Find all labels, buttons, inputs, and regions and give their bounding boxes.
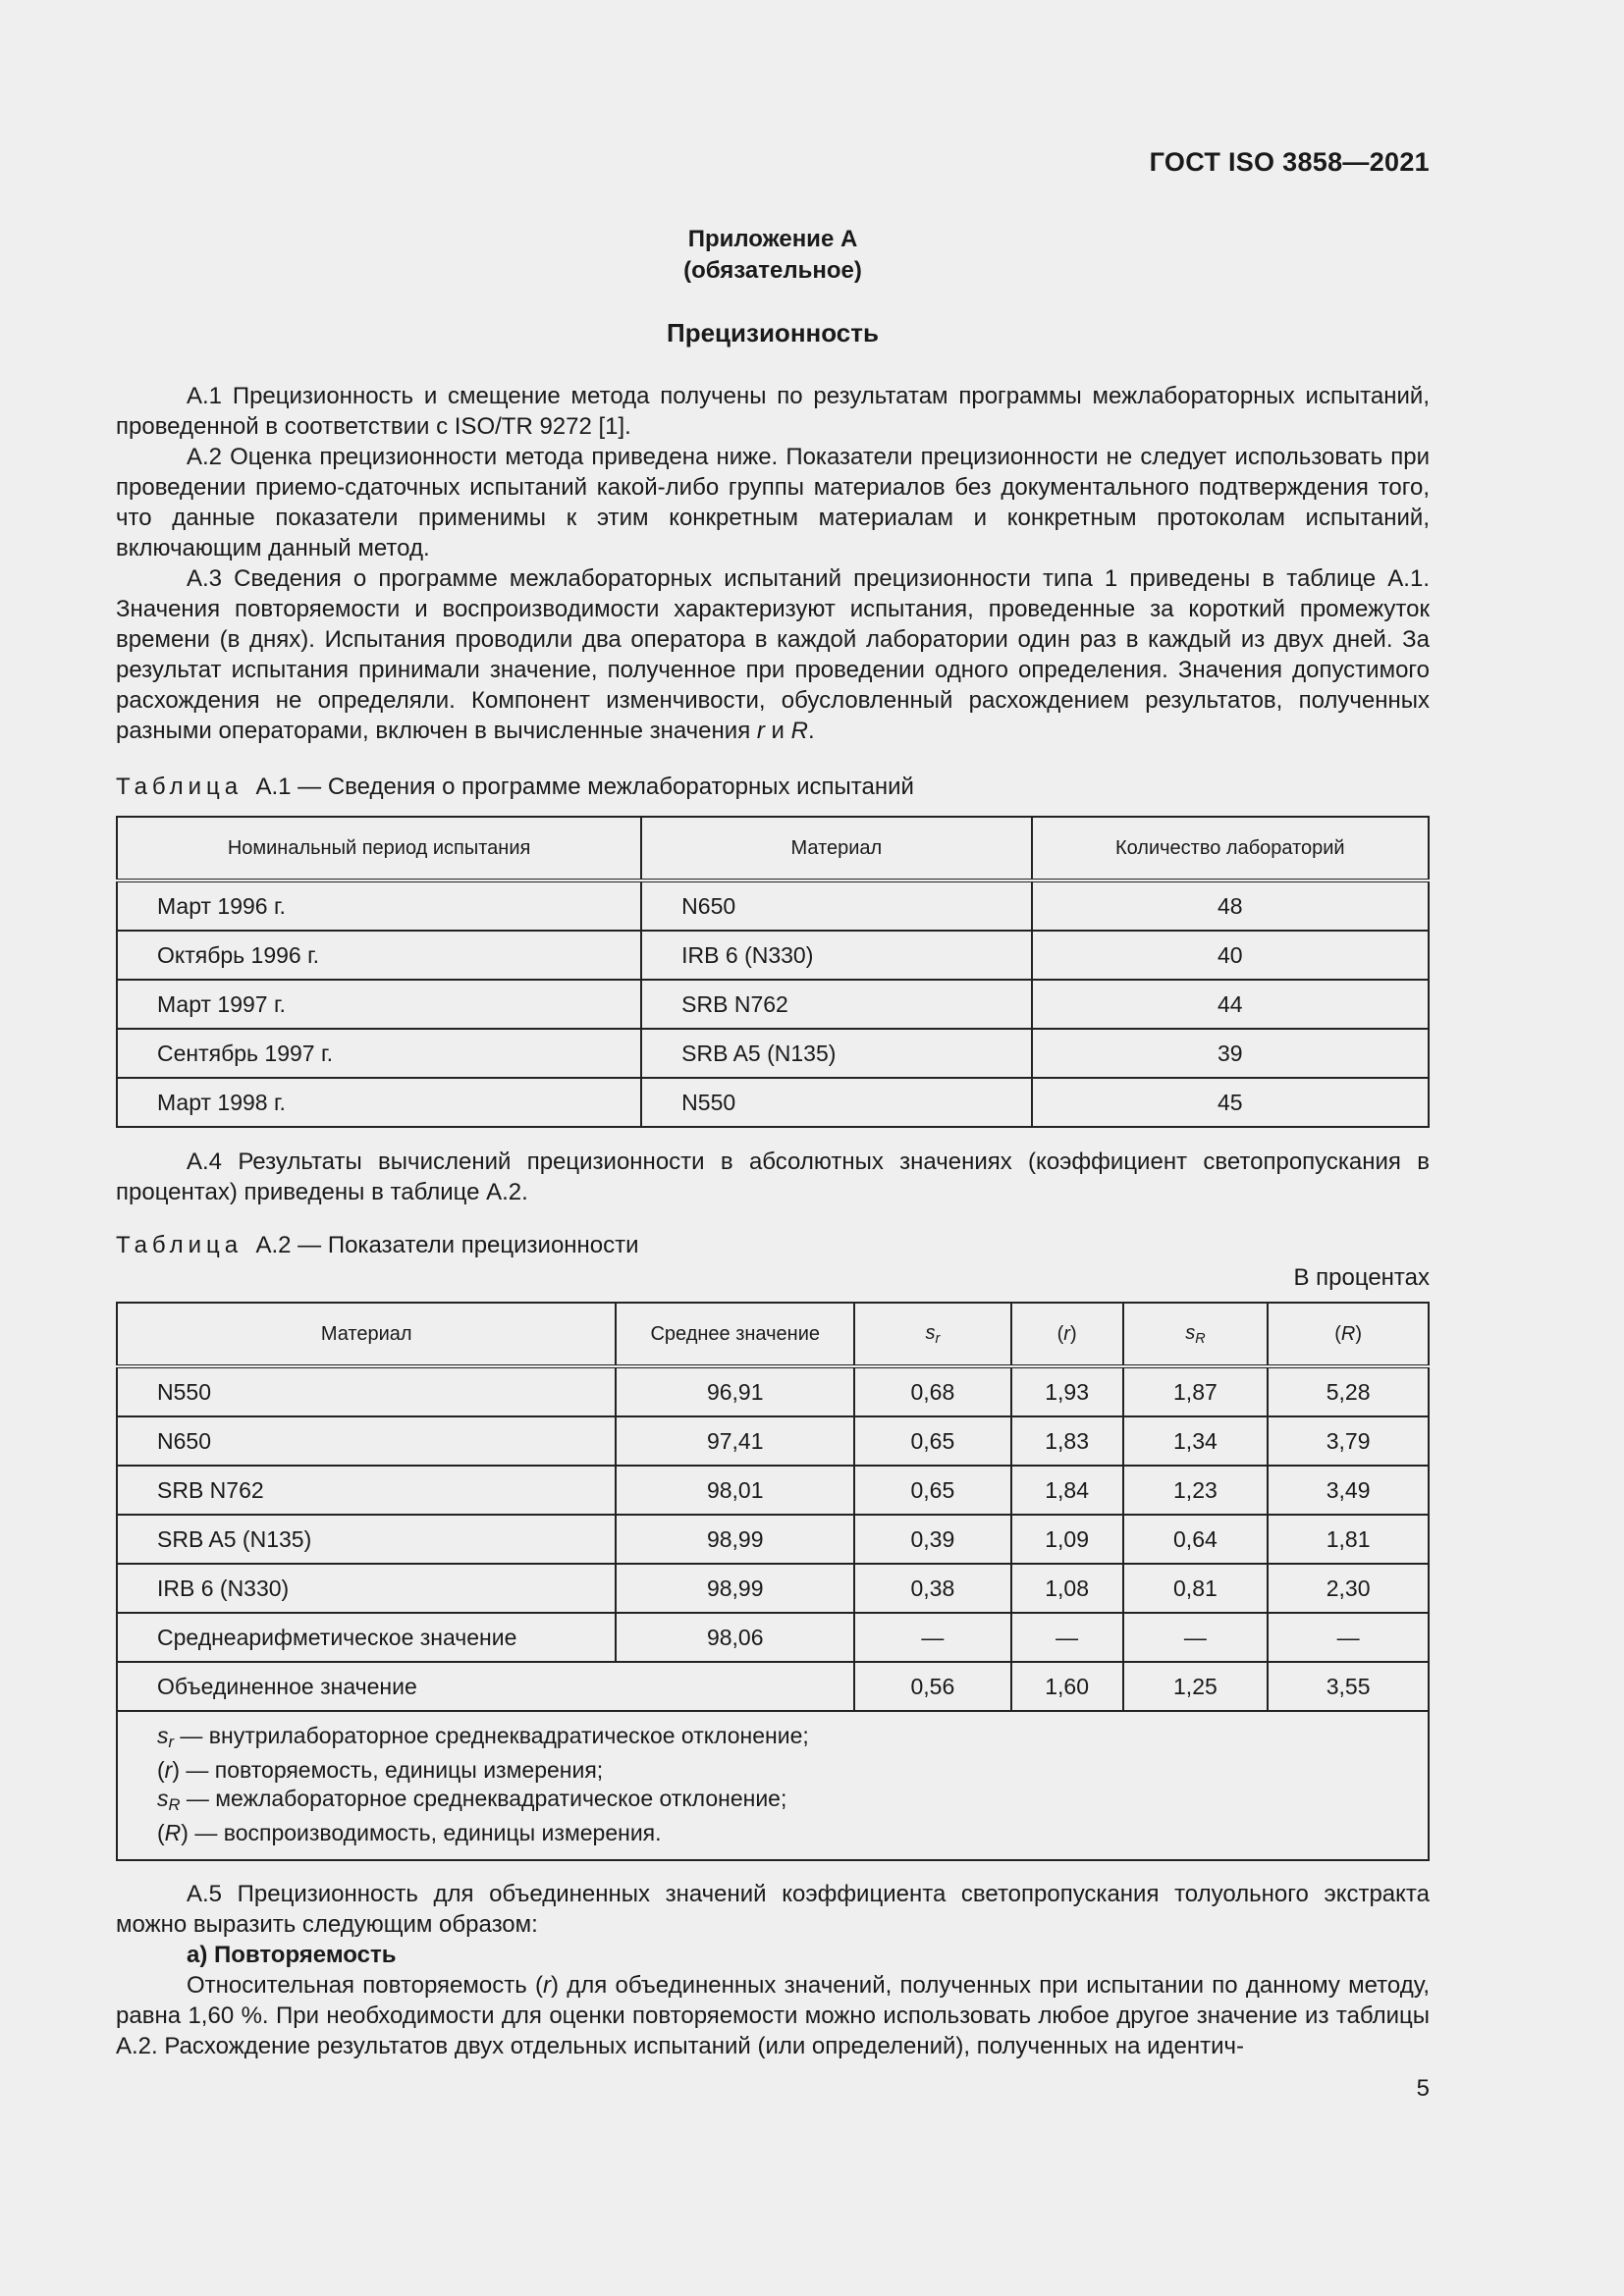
table-cell: 1,87	[1123, 1366, 1269, 1416]
table-cell: 0,65	[854, 1466, 1011, 1515]
table-cell: —	[854, 1613, 1011, 1662]
note-symbol: s	[157, 1786, 169, 1811]
table-cell: 96,91	[616, 1366, 854, 1416]
a5-text-before: Относительная повторяемость (	[187, 1972, 543, 1999]
table-row	[117, 1366, 1429, 1416]
table-a1-block	[116, 772, 1430, 1128]
note-symbol: R	[164, 1820, 182, 1845]
table-cell: 1,25	[1123, 1662, 1269, 1711]
table-cell: N650	[117, 1416, 616, 1466]
table-cell: 1,84	[1011, 1466, 1123, 1515]
table-cell: 1,60	[1011, 1662, 1123, 1711]
table-row	[117, 980, 1429, 1029]
note-text: — межлабораторное среднеквадратическое отклонение;	[180, 1786, 787, 1811]
table-cell: 3,79	[1268, 1416, 1429, 1466]
header-r	[1011, 1303, 1123, 1366]
table-cell: N550	[641, 1078, 1031, 1127]
table-a2-caption-word: Таблица	[116, 1232, 244, 1258]
table-notes-row	[117, 1711, 1429, 1860]
note-text: — внутрилабораторное среднеквадратическое отклонение;	[174, 1723, 809, 1748]
paragraph-a4: А.4 Результаты вычислений прецизионности в абсолютных значениях (коэффициент светопропускания в процентах) приведены в таблице А.2.	[116, 1148, 1430, 1205]
note-open: (	[157, 1820, 165, 1845]
table-a1-caption-word: Таблица	[116, 774, 244, 800]
header-material: Материал	[117, 1303, 616, 1366]
table-cell: IRB 6 (N330)	[641, 931, 1031, 980]
table-cell: 1,08	[1011, 1564, 1123, 1613]
R-symbol: R	[1340, 1322, 1356, 1345]
table-cell: —	[1123, 1613, 1269, 1662]
table-row	[117, 1029, 1429, 1078]
note-line	[157, 1722, 1388, 1756]
section-title: Прецизионность	[667, 318, 879, 347]
symbol-R: R	[790, 718, 808, 744]
header-sr	[854, 1303, 1011, 1366]
paragraph-a5-block	[116, 1879, 1430, 2061]
table-row	[117, 1515, 1429, 1564]
table-a1-header: Номинальный период испытания	[117, 817, 641, 881]
table-a1-header-row	[117, 817, 1429, 881]
table-cell: 1,93	[1011, 1366, 1123, 1416]
r-open: (	[1056, 1322, 1064, 1345]
sr-base: s	[925, 1321, 936, 1344]
table-a2-units: В процентах	[1293, 1264, 1430, 1291]
a5-text-after: ) для объединенных значений, полученных при испытании по данному методу, равна 1,60 %. При необходимости для оценки повторяемости можно использовать любое другое значение из таблицы А.2. Расхождение результатов двух отдельных испытаний (или определений), полученных на идентич-	[116, 1972, 1430, 2059]
table-cell: 0,64	[1123, 1515, 1269, 1564]
a5-r-symbol: r	[542, 1972, 551, 1999]
note-symbol: s	[157, 1723, 169, 1748]
table-cell: N550	[117, 1366, 616, 1416]
note-line	[157, 1819, 1388, 1847]
annex-heading	[0, 224, 1545, 287]
table-cell: 0,39	[854, 1515, 1011, 1564]
table-row	[117, 881, 1429, 931]
table-cell: 5,28	[1268, 1366, 1429, 1416]
note-line	[157, 1756, 1388, 1785]
page-number: 5	[1416, 2075, 1430, 2102]
sR-subscript: R	[1195, 1330, 1206, 1347]
table-cell: Среднеарифметическое значение	[117, 1613, 616, 1662]
paragraph-a4-block	[116, 1147, 1430, 1207]
table-cell: SRB A5 (N135)	[641, 1029, 1031, 1078]
table-row	[117, 931, 1429, 980]
table-cell: 0,56	[854, 1662, 1011, 1711]
r-symbol: r	[1063, 1322, 1070, 1345]
table-cell: Март 1997 г.	[117, 980, 641, 1029]
table-cell: Октябрь 1996 г.	[117, 931, 641, 980]
table-cell: Сентябрь 1997 г.	[117, 1029, 641, 1078]
table-cell: Март 1996 г.	[117, 881, 641, 931]
table-cell: 44	[1032, 980, 1429, 1029]
table-cell: 39	[1032, 1029, 1429, 1078]
table-cell: 1,34	[1123, 1416, 1269, 1466]
note-line	[157, 1785, 1388, 1819]
table-cell: 1,09	[1011, 1515, 1123, 1564]
paragraph-a1: А.1 Прецизионность и смещение метода получены по результатам программы межлабораторных испытаний, проведенной в соответствии с ISO/TR 9272 [1].	[116, 383, 1430, 440]
table-a2	[116, 1302, 1430, 1861]
table-cell: 45	[1032, 1078, 1429, 1127]
paragraph-a5-heading: а) Повторяемость	[187, 1942, 397, 1968]
conjunction-and: и	[771, 718, 785, 744]
table-cell: 0,38	[854, 1564, 1011, 1613]
table-a2-caption	[116, 1230, 1430, 1260]
table-notes	[117, 1711, 1429, 1860]
table-cell: Объединенное значение	[117, 1662, 854, 1711]
table-row-pooled	[117, 1662, 1429, 1711]
table-a1	[116, 816, 1430, 1128]
note-subscript: r	[168, 1733, 175, 1751]
table-cell: —	[1011, 1613, 1123, 1662]
paragraph-a3-text: А.3 Сведения о программе межлабораторных испытаний прецизионности типа 1 приведены в таблице А.1. Значения повторяемости и воспроизводимости характеризуют испытания, проведенные за короткий промежуток времени (в днях). Испытания проводили два оператора в каждой лаборатории один раз в каждый из двух дней. За результат испытания принимали значение, полученное при проведении одного определения. Значения допустимого расхождения не определяли. Компонент изменчивости, обусловленный расхождением результатов, полученных разными операторами, включен в вычисленные значения	[116, 565, 1430, 744]
table-a1-header: Количество лабораторий	[1032, 817, 1429, 881]
note-subscript: R	[168, 1795, 181, 1814]
table-a1-caption-text: А.1 — Сведения о программе межлабораторных испытаний	[255, 774, 914, 800]
note-text: — воспроизводимость, единицы измерения.	[188, 1820, 662, 1845]
intro-paragraphs	[116, 381, 1430, 746]
note-symbol: r	[164, 1757, 173, 1783]
paragraph-a2: А.2 Оценка прецизионности метода приведена ниже. Показатели прецизионности не следует использовать при проведении приемо-сдаточных испытаний какой-либо группы материалов без документального подтверждения того, что данные показатели применимы к этим конкретным материалам и конкретным протоколам испытаний, включающим данный метод.	[116, 444, 1430, 561]
table-row	[117, 1078, 1429, 1127]
table-cell: 0,81	[1123, 1564, 1269, 1613]
annex-title: Приложение А	[687, 226, 858, 252]
table-row	[117, 1466, 1429, 1515]
table-cell: 2,30	[1268, 1564, 1429, 1613]
table-cell: 0,68	[854, 1366, 1011, 1416]
table-cell: IRB 6 (N330)	[117, 1564, 616, 1613]
table-cell: SRB N762	[117, 1466, 616, 1515]
table-cell: N650	[641, 881, 1031, 931]
note-open: (	[157, 1757, 165, 1783]
table-row	[117, 1564, 1429, 1613]
sR-base: s	[1185, 1321, 1196, 1344]
table-cell: SRB A5 (N135)	[117, 1515, 616, 1564]
note-text: — повторяемость, единицы измерения;	[180, 1757, 604, 1783]
table-cell: 0,65	[854, 1416, 1011, 1466]
annex-status: (обязательное)	[683, 257, 862, 284]
standard-code: ГОСТ ISO 3858—2021	[1149, 147, 1430, 177]
note-close: )	[181, 1820, 189, 1845]
table-cell: 40	[1032, 931, 1429, 980]
table-cell: SRB N762	[641, 980, 1031, 1029]
table-cell: 98,99	[616, 1564, 854, 1613]
table-cell: 3,49	[1268, 1466, 1429, 1515]
table-a2-block	[116, 1230, 1430, 1861]
table-cell: 1,83	[1011, 1416, 1123, 1466]
table-cell: 98,01	[616, 1466, 854, 1515]
table-a1-caption	[116, 772, 1430, 802]
table-cell: 98,06	[616, 1613, 854, 1662]
table-row	[117, 1416, 1429, 1466]
table-a2-header-row	[117, 1303, 1429, 1366]
table-cell: 1,23	[1123, 1466, 1269, 1515]
table-a1-header: Материал	[641, 817, 1031, 881]
sr-subscript: r	[935, 1330, 941, 1347]
table-cell: 98,99	[616, 1515, 854, 1564]
table-row	[117, 1613, 1429, 1662]
table-cell: Март 1998 г.	[117, 1078, 641, 1127]
r-close: )	[1069, 1322, 1077, 1345]
R-close: )	[1355, 1322, 1363, 1345]
note-close: )	[172, 1757, 181, 1783]
header-sR	[1123, 1303, 1269, 1366]
header-mean: Среднее значение	[616, 1303, 854, 1366]
R-open: (	[1334, 1322, 1341, 1345]
table-cell: 97,41	[616, 1416, 854, 1466]
table-cell: —	[1268, 1613, 1429, 1662]
header-R	[1268, 1303, 1429, 1366]
table-cell: 3,55	[1268, 1662, 1429, 1711]
table-a2-caption-text: А.2 — Показатели прецизионности	[255, 1232, 639, 1258]
paragraph-a3	[116, 563, 1430, 746]
paragraph-a5-intro: А.5 Прецизионность для объединенных значений коэффициента светопропускания толуольного экстракта можно выразить следующим образом:	[116, 1881, 1430, 1938]
paragraph-a3-end: .	[807, 718, 815, 744]
paragraph-a5-text	[116, 1970, 1430, 2061]
table-cell: 1,81	[1268, 1515, 1429, 1564]
symbol-r: r	[756, 718, 765, 744]
table-cell: 48	[1032, 881, 1429, 931]
